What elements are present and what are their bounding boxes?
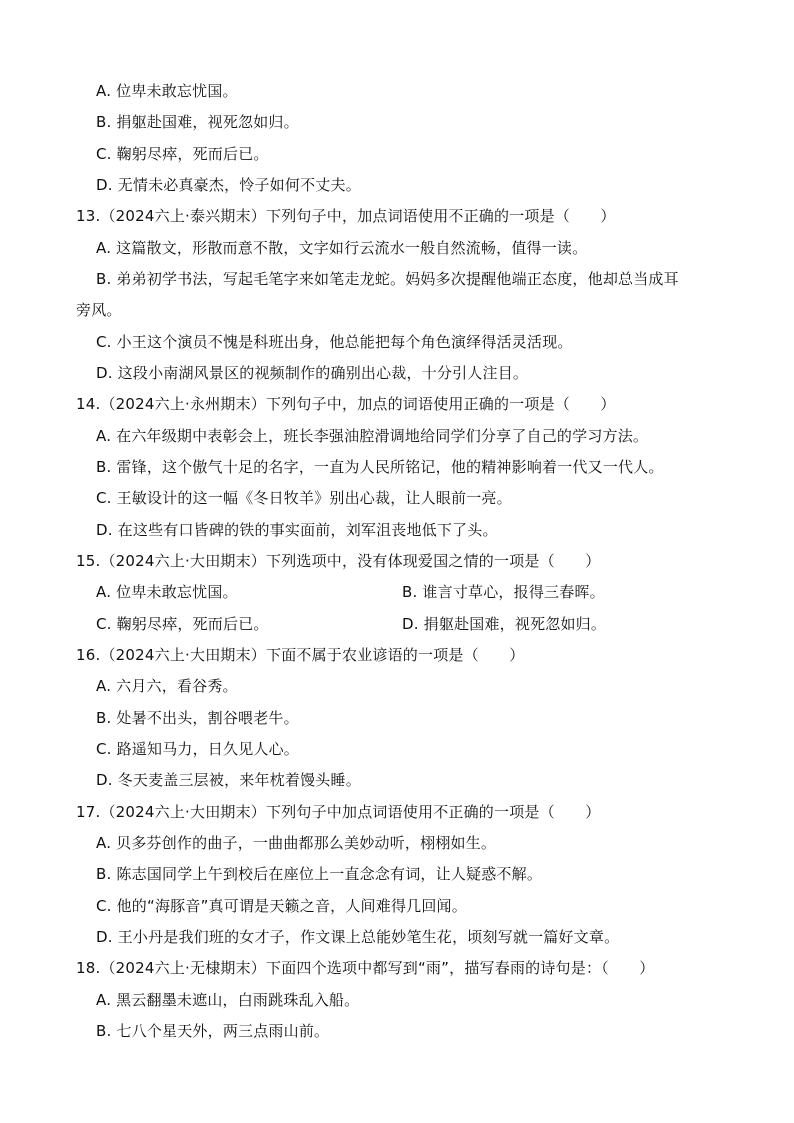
option-line: D. 捐躯赴国难，视死忽如归。 xyxy=(402,615,607,633)
option-line: B. 雷锋，这个傲气十足的名字，一直为人民所铭记，他的精神影响着一代又一代人。 xyxy=(96,458,664,476)
option-continuation: 旁风。 xyxy=(76,301,122,319)
question-stem: 18.（2024六上·无棣期末）下面四个选项中都写到“雨”，描写春雨的诗句是：（ ） xyxy=(76,959,655,977)
option-line: D. 这段小南湖风景区的视频制作的确别出心裁，十分引人注目。 xyxy=(96,364,529,382)
option-line: C. 鞠躬尽瘁，死而后已。 xyxy=(96,145,269,163)
option-line: A. 位卑未敢忘忧国。 xyxy=(96,583,238,601)
question-stem: 14.（2024六上·永州期末）下列句子中，加点的词语使用正确的一项是（ ） xyxy=(76,395,616,413)
option-line: B. 弟弟初学书法，写起毛笔字来如笔走龙蛇。妈妈多次提醒他端正态度，他却总当成耳 xyxy=(96,270,679,288)
question-stem: 17.（2024六上·大田期末）下列句子中加点词语使用不正确的一项是（ ） xyxy=(76,803,601,821)
option-line: A. 黑云翻墨未遮山，白雨跳珠乱入船。 xyxy=(96,991,360,1009)
option-line: D. 王小丹是我们班的女才子，作文课上总能妙笔生花，顷刻写就一篇好文章。 xyxy=(96,928,620,946)
option-line: C. 他的“海豚音”真可谓是天籁之音，人间难得几回闻。 xyxy=(96,897,467,915)
option-line: D. 冬天麦盖三层被，来年枕着馒头睡。 xyxy=(96,771,361,789)
option-line: B. 捐躯赴国难，视死忽如归。 xyxy=(96,113,299,131)
option-line: B. 谁言寸草心，报得三春晖。 xyxy=(402,583,605,601)
question-stem: 16.（2024六上·大田期末）下面不属于农业谚语的一项是（ ） xyxy=(76,646,525,664)
option-line: C. 路遥知马力，日久见人心。 xyxy=(96,740,300,758)
option-line: C. 小王这个演员不愧是科班出身，他总能把每个角色演绎得活灵活现。 xyxy=(96,333,573,351)
question-stem: 15.（2024六上·大田期末）下列选项中，没有体现爱国之情的一项是（ ） xyxy=(76,552,601,570)
option-line: B. 处暑不出头，割谷喂老牛。 xyxy=(96,709,299,727)
option-line: C. 王敏设计的这一幅《冬日牧羊》别出心裁，让人眼前一亮。 xyxy=(96,489,512,507)
option-line: C. 鞠躬尽瘁，死而后已。 xyxy=(96,615,269,633)
option-line: B. 陈志国同学上午到校后在座位上一直念念有词，让人疑惑不解。 xyxy=(96,865,543,883)
option-line: A. 在六年级期中表彰会上，班长李强油腔滑调地给同学们分享了自己的学习方法。 xyxy=(96,427,649,445)
option-line: B. 七八个星天外，两三点雨山前。 xyxy=(96,1022,330,1040)
option-line: A. 位卑未敢忘忧国。 xyxy=(96,82,238,100)
option-line: A. 六月六，看谷秀。 xyxy=(96,677,238,695)
question-stem: 13.（2024六上·泰兴期末）下列句子中，加点词语使用不正确的一项是（ ） xyxy=(76,207,616,225)
option-line: A. 贝多芬创作的曲子，一曲曲都那么美妙动听，栩栩如生。 xyxy=(96,834,497,852)
option-line: D. 在这些有口皆碑的铁的事实面前，刘军沮丧地低下了头。 xyxy=(96,521,498,539)
option-line: A. 这篇散文，形散而意不散，文字如行云流水一般自然流畅，值得一读。 xyxy=(96,239,588,257)
option-line: D. 无情未必真豪杰，怜子如何不丈夫。 xyxy=(96,176,361,194)
